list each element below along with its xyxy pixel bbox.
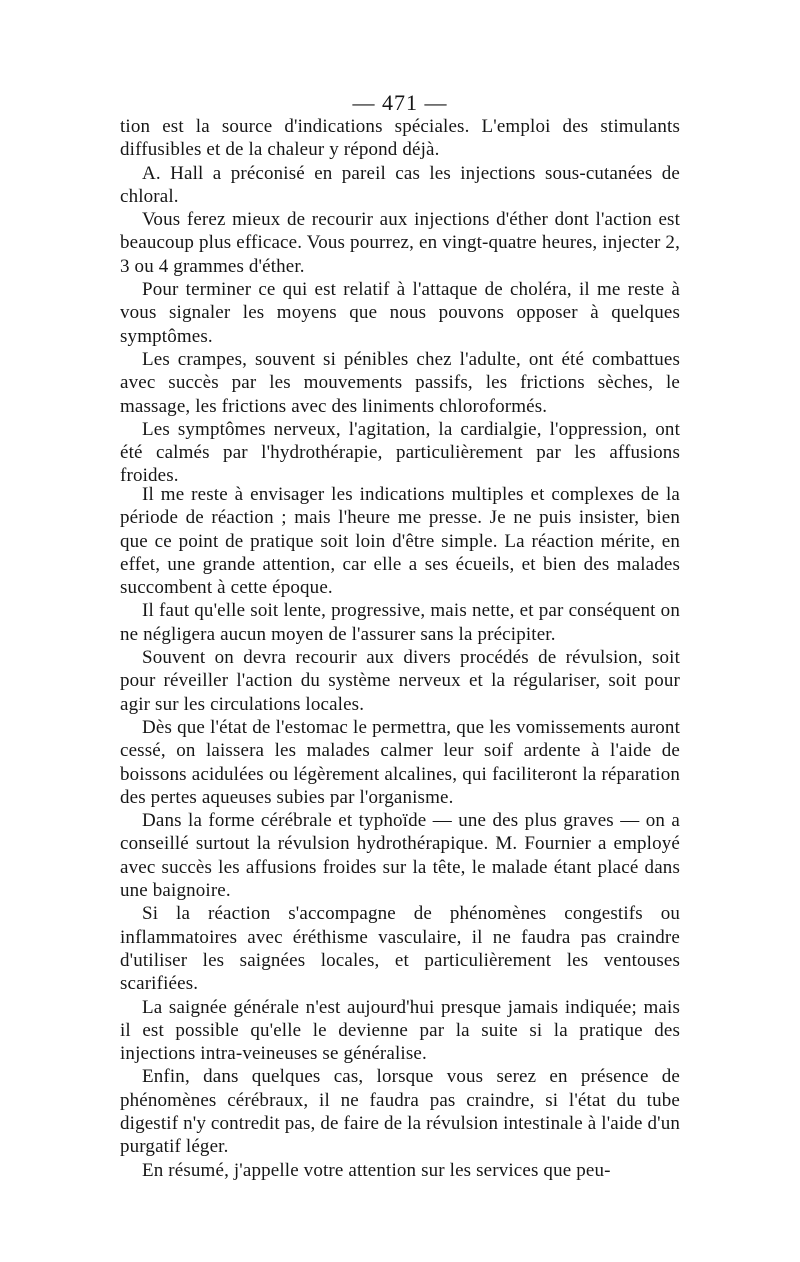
paragraph: Dans la forme cérébrale et typhoïde — une des plus graves — on a conseillé surtout la révulsion hydrothérapique. M. Fournier a employé avec succès les affusions froides sur la tête, le malade étant placé dans une baignoire.	[120, 810, 680, 902]
paragraph: Il faut qu'elle soit lente, progressive, mais nette, et par conséquent on ne négligera aucun moyen de l'assurer sans la précipiter.	[120, 600, 680, 645]
paragraph: Dès que l'état de l'estomac le permettra, que les vomissements auront cessé, on laissera les malades calmer leur soif ardente à l'aide de boissons acidulées ou légèrement alcalines, qui faciliteront la réparation des pertes aqueuses subies par l'organisme.	[120, 716, 680, 808]
paragraph: En résumé, j'appelle votre attention sur les services que peu-	[142, 1159, 611, 1181]
paragraph: Les symptômes nerveux, l'agitation, la cardialgie, l'oppression, ont été calmés par l'hydrothérapie, particulièrement par les affusions froides.	[120, 418, 680, 487]
paragraph: Il me reste à envisager les indications multiples et complexes de la période de réaction ; mais l'heure me presse. Je ne puis insister, bien que ce point de pratique soit loin d'être simple. La réaction mérite, en effet, une grande attention, car elle a ses écueils, et bien des malades succombent à cette époque.	[120, 484, 680, 599]
paragraph: A. Hall a préconisé en pareil cas les injections sous-cutanées de chloral.	[120, 162, 680, 207]
page-number: — 471 —	[352, 90, 448, 115]
paragraph: Vous ferez mieux de recourir aux injections d'éther dont l'action est beaucoup plus efficace. Vous pourrez, en vingt-quatre heures, injecter 2, 3 ou 4 grammes d'éther.	[120, 209, 680, 277]
paragraph: Souvent on devra recourir aux divers procédés de révulsion, soit pour réveiller l'action du système nerveux et la régulariser, soit pour agir sur les circulations locales.	[120, 647, 680, 715]
text-block-cholera-symptoms	[120, 115, 680, 488]
text-block-reaction-period	[120, 483, 680, 1182]
paragraph: Pour terminer ce qui est relatif à l'attaque de choléra, il me reste à vous signaler les moyens que nous pouvons opposer à quelques symptômes.	[120, 279, 680, 347]
paragraph: tion est la source d'indications spéciales. L'emploi des stimulants diffusibles et de la chaleur y répond déjà.	[120, 116, 680, 161]
paragraph: Enfin, dans quelques cas, lorsque vous serez en présence de phénomènes cérébraux, il ne faudra pas craindre, si l'état du tube digestif n'y contredit pas, de faire de la révulsion intestinale à l'aide d'un purgatif léger.	[120, 1066, 680, 1158]
paragraph: Les crampes, souvent si pénibles chez l'adulte, ont été combattues avec succès par les mouvements passifs, les frictions sèches, le massage, les frictions avec des liniments chloroformés.	[120, 348, 680, 417]
paragraph: Si la réaction s'accompagne de phénomènes congestifs ou inflammatoires avec éréthisme vasculaire, il ne faudra pas craindre d'utiliser les saignées locales, et particulièrement les ventouses scarifiées.	[120, 903, 680, 995]
paragraph: La saignée générale n'est aujourd'hui presque jamais indiquée; mais il est possible qu'elle le devienne par la suite si la pratique des injections intra-veineuses se généralise.	[120, 996, 680, 1065]
